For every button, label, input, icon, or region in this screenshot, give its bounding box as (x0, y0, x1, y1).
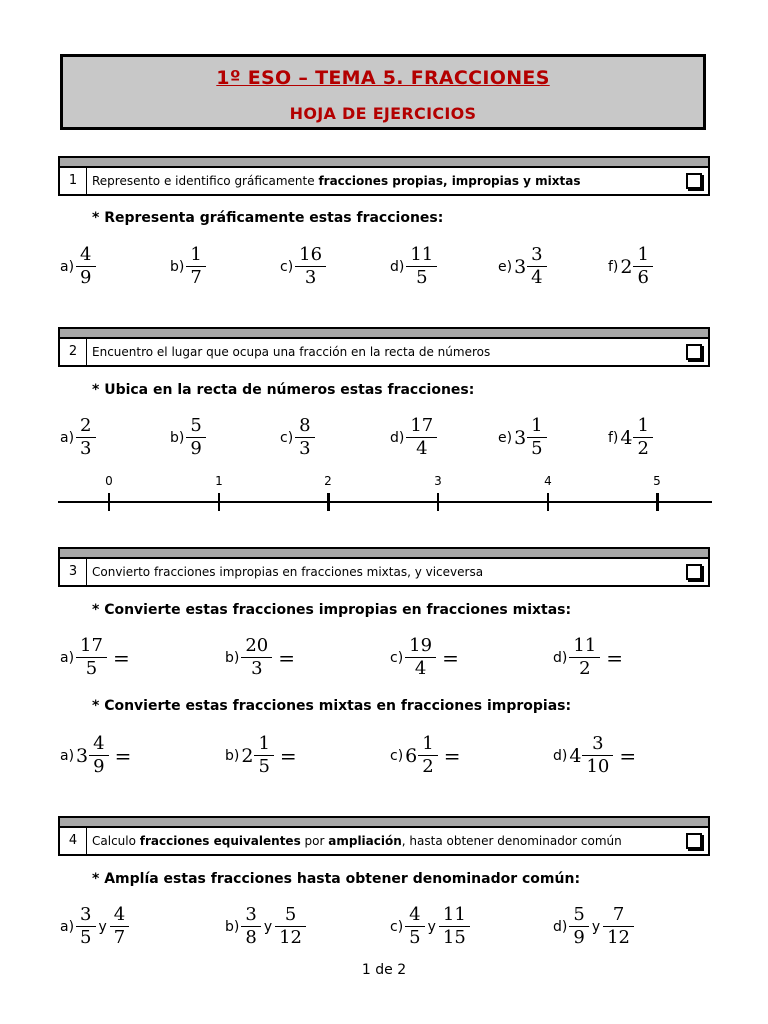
number-line (58, 501, 712, 503)
checkbox-icon[interactable] (686, 833, 702, 849)
number-line-label: 4 (544, 474, 552, 488)
section-number: 2 (60, 339, 87, 365)
section-description: Calculo fracciones equivalentes por ampliación, hasta obtener denominador común (92, 834, 622, 848)
section-3-row (58, 559, 710, 587)
checkbox-icon[interactable] (686, 173, 702, 189)
fraction-pair-item: b) $\frac{3}{8}$ y $\frac{5}{12}$ (225, 904, 306, 949)
number-line-tick (437, 493, 439, 511)
fraction-pair-item: c) $\frac{4}{5}$ y $\frac{11}{15}$ (390, 904, 470, 949)
fraction-item: b) $\frac{20}{3}$ = (225, 635, 296, 679)
number-line-label: 0 (105, 474, 113, 488)
section-description: Convierto fracciones impropias en fracciones mixtas, y viceversa (92, 565, 484, 579)
fraction-item: e) 3 $\frac{1}{5}$ (498, 415, 547, 460)
number-line-tick (327, 493, 330, 511)
fraction-item: b) 2 $\frac{1}{5}$ = (225, 733, 297, 777)
fraction-item: c) $\frac{16}{3}$ (280, 244, 326, 289)
instruction: * Ubica en la recta de números estas fracciones: (92, 382, 475, 398)
checkbox-icon[interactable] (686, 564, 702, 580)
fraction-item: f) 4 $\frac{1}{2}$ (608, 415, 653, 460)
number-line-tick (656, 493, 659, 511)
fraction-item: a) $\frac{17}{5}$ = (60, 635, 130, 679)
instruction: * Convierte estas fracciones impropias en fracciones mixtas: (92, 602, 572, 618)
number-line-tick (547, 493, 549, 511)
fraction-item: a) $\frac{4}{9}$ (60, 244, 96, 289)
instruction: * Representa gráficamente estas fracciones: (92, 210, 444, 226)
fraction-item: f) 2 $\frac{1}{6}$ (608, 244, 653, 289)
section-2-row (58, 339, 710, 367)
fraction-item: c) 6 $\frac{1}{2}$ = (390, 733, 461, 777)
fraction-item: c) $\frac{19}{4}$ = (390, 635, 459, 679)
instruction: * Amplía estas fracciones hasta obtener denominador común: (92, 871, 581, 887)
fraction-item: b) $\frac{5}{9}$ (170, 415, 206, 460)
number-line-label: 2 (324, 474, 332, 488)
fraction-item: b) $\frac{1}{7}$ (170, 244, 206, 289)
fraction-item: d) $\frac{11}{5}$ (390, 244, 437, 289)
checkbox-icon[interactable] (686, 344, 702, 360)
section-number: 1 (60, 168, 87, 194)
section-number: 4 (60, 828, 87, 854)
number-line-label: 1 (215, 474, 223, 488)
section-1-bar (58, 156, 710, 168)
fraction-item: d) 4 $\frac{3}{10}$ = (553, 733, 637, 777)
section-2-bar (58, 327, 710, 339)
section-4-row (58, 828, 710, 856)
page-number: 1 de 2 (361, 962, 407, 978)
fraction-item: d) $\frac{11}{2}$ = (553, 635, 624, 679)
page-title: 1º ESO – TEMA 5. FRACCIONES (216, 67, 550, 89)
section-description: Encuentro el lugar que ocupa una fracción en la recta de números (92, 345, 491, 359)
fraction-pair-item: a) $\frac{3}{5}$ y $\frac{4}{7}$ (60, 904, 129, 949)
fraction-pair-item: d) $\frac{5}{9}$ y $\frac{7}{12}$ (553, 904, 634, 949)
number-line-label: 5 (653, 474, 661, 488)
section-3-bar (58, 547, 710, 559)
number-line-label: 3 (434, 474, 442, 488)
number-line-tick (108, 493, 110, 511)
fraction-item: e) 3 $\frac{3}{4}$ (498, 244, 547, 289)
section-number: 3 (60, 559, 87, 585)
number-line-tick (218, 493, 220, 511)
instruction: * Convierte estas fracciones mixtas en fracciones impropias: (92, 698, 572, 714)
fraction-item: d) $\frac{17}{4}$ (390, 415, 437, 460)
fraction-item: a) 3 $\frac{4}{9}$ = (60, 733, 132, 777)
section-1-row (58, 168, 710, 196)
fraction-item: c) $\frac{8}{3}$ (280, 415, 315, 460)
fraction-item: a) $\frac{2}{3}$ (60, 415, 96, 460)
page-subtitle: HOJA DE EJERCICIOS (289, 104, 477, 123)
section-description: Represento e identifico gráficamente fracciones propias, impropias y mixtas (92, 174, 581, 188)
section-4-bar (58, 816, 710, 828)
